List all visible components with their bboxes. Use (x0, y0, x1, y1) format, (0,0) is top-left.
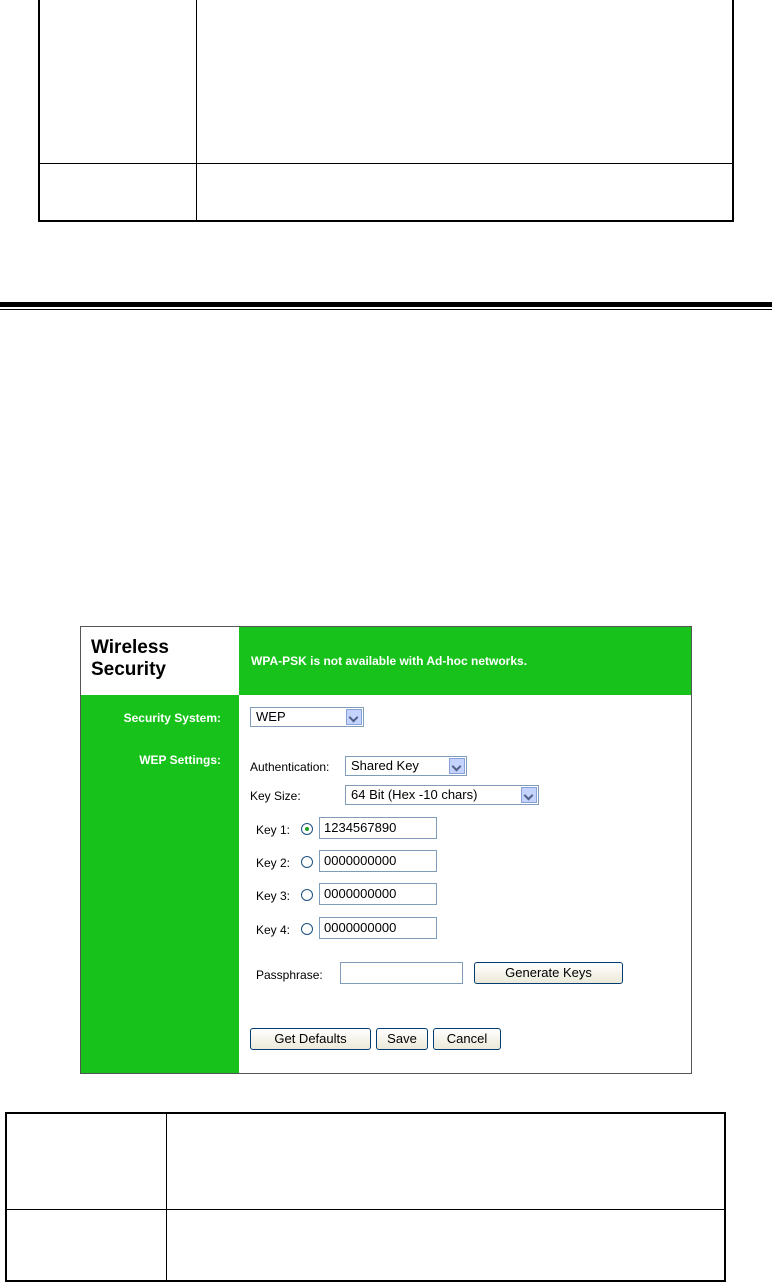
table-divider (196, 0, 197, 220)
chevron-down-icon[interactable] (521, 787, 537, 803)
wireless-security-panel (80, 626, 692, 1074)
key-3-input[interactable]: 0000000000 (319, 883, 437, 905)
table-divider (40, 163, 732, 164)
key-2-label: Key 2: (256, 856, 291, 870)
banner-message: WPA-PSK is not available with Ad-hoc networks. (251, 654, 528, 668)
passphrase-input[interactable] (340, 962, 463, 984)
key-4-radio[interactable] (301, 923, 313, 935)
security-system-label: Security System: (123, 711, 221, 725)
security-system-select[interactable] (250, 707, 364, 727)
key-4-label: Key 4: (256, 923, 291, 937)
section-rule (0, 309, 772, 310)
key-2-input[interactable]: 0000000000 (319, 850, 437, 872)
key-size-select[interactable] (345, 785, 539, 805)
table-divider (7, 1209, 724, 1210)
panel-title-line1: Wireless (91, 637, 169, 658)
chevron-down-icon[interactable] (346, 709, 362, 725)
panel-title-line2: Security (91, 659, 166, 680)
message-banner (239, 627, 691, 695)
save-button[interactable]: Save (376, 1028, 428, 1050)
title-box (81, 627, 240, 695)
chevron-down-icon[interactable] (449, 758, 465, 774)
bottom-table (5, 1112, 726, 1282)
table-divider (166, 1114, 167, 1280)
key-size-label: Key Size: (250, 789, 301, 803)
get-defaults-button[interactable]: Get Defaults (250, 1028, 371, 1050)
wep-settings-label: WEP Settings: (139, 753, 221, 767)
security-system-value: WEP (256, 709, 286, 724)
key-1-label: Key 1: (256, 823, 291, 837)
key-4-input[interactable]: 0000000000 (319, 917, 437, 939)
key-3-radio[interactable] (301, 889, 313, 901)
authentication-select[interactable] (345, 756, 467, 776)
key-1-radio[interactable] (301, 823, 313, 835)
section-rule (0, 302, 772, 307)
key-2-radio[interactable] (301, 856, 313, 868)
generate-keys-button[interactable]: Generate Keys (474, 962, 623, 984)
top-table (38, 0, 734, 222)
authentication-label: Authentication: (250, 760, 330, 774)
key-3-label: Key 3: (256, 889, 291, 903)
passphrase-label: Passphrase: (256, 968, 323, 982)
panel-title (91, 637, 169, 681)
key-1-input[interactable]: 1234567890 (319, 817, 437, 839)
key-size-value: 64 Bit (Hex -10 chars) (351, 787, 478, 802)
authentication-value: Shared Key (351, 758, 419, 773)
cancel-button[interactable]: Cancel (433, 1028, 501, 1050)
